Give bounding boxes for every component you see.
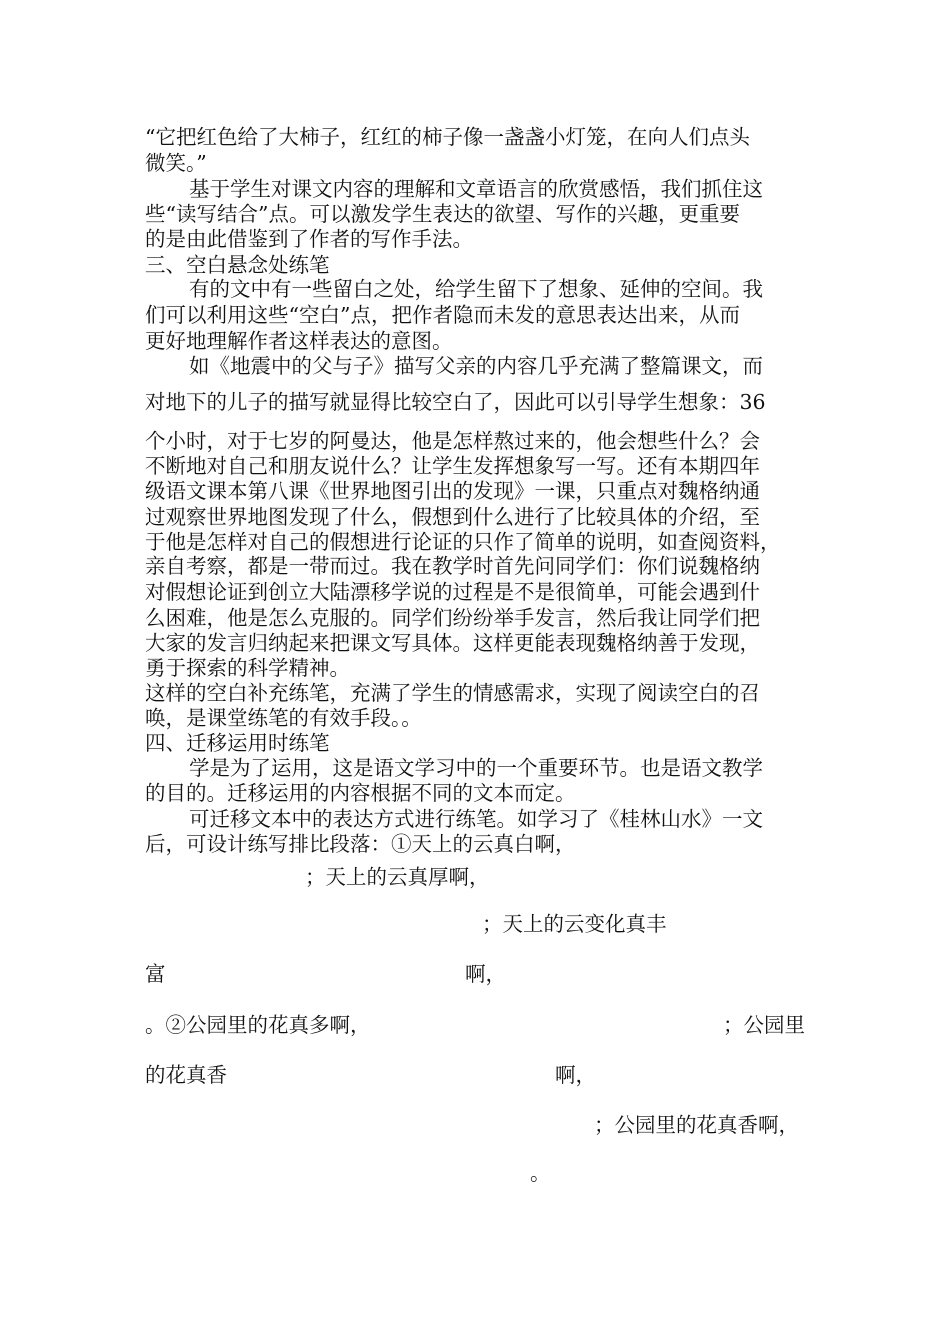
fill-blank-text: 。 (530, 1161, 551, 1185)
fill-blank-text: ；公园里 (723, 1013, 805, 1037)
fill-blank-text: ；公园里的花真香啊， (594, 1113, 799, 1137)
section-heading: 四、迁移运用时练笔 (145, 731, 330, 755)
text-line: 对假想论证到创立大陆漂移学说的过程是不是很简单，可能会遇到什 (145, 580, 760, 604)
text-line: 么困难，他是怎么克服的。同学们纷纷举手发言，然后我让同学们把 (145, 606, 760, 630)
text-line: “它把红色给了大柿子，红红的柿子像一盏盏小灯笼，在向人们点头 (145, 125, 750, 149)
fill-blank-text: 。②公园里的花真多啊， (145, 1013, 371, 1037)
text-line: 更好地理解作者这样表达的意图。 (145, 329, 453, 353)
fill-blank-text: 啊， (465, 962, 506, 986)
fill-blank-text: 啊， (555, 1063, 596, 1087)
fill-blank-text: 富 (145, 962, 166, 986)
text-line: 勇于探索的科学精神。 (145, 656, 350, 680)
text-line: 级语文课本第八课《世界地图引出的发现》一课，只重点对魏格纳通 (145, 479, 760, 503)
fill-blank-text: ；天上的云变化真丰 (482, 912, 667, 936)
text-line: 亲自考察，都是一带而过。我在教学时首先问同学们：你们说魏格纳 (145, 554, 760, 578)
fill-blank-text: ；天上的云真厚啊， (305, 865, 490, 889)
text-line: 有的文中有一些留白之处，给学生留下了想象、延伸的空间。我 (189, 277, 763, 301)
text-line: 大家的发言归纳起来把课文写具体。这样更能表现魏格纳善于发现， (145, 631, 760, 655)
text-line: 的是由此借鉴到了作者的写作手法。 (145, 227, 473, 251)
text-line: 唤，是课堂练笔的有效手段。。 (145, 706, 422, 730)
text-line: 过观察世界地图发现了什么，假想到什么进行了比较具体的介绍，至 (145, 505, 760, 529)
fill-blank-text: 的花真香 (145, 1063, 227, 1087)
text-line: 学是为了运用，这是语文学习中的一个重要环节。也是语文教学 (189, 756, 763, 780)
text-line: 基于学生对课文内容的理解和文章语言的欣赏感悟，我们抓住这 (189, 177, 763, 201)
text-line: 对地下的儿子的描写就显得比较空白了，因此可以引导学生想象：36 (145, 390, 766, 414)
section-heading: 三、空白悬念处练笔 (145, 253, 330, 277)
text-line: 的目的。迁移运用的内容根据不同的文本而定。 (145, 781, 576, 805)
text-line: 些“读写结合”点。可以激发学生表达的欲望、写作的兴趣，更重要 (145, 202, 740, 226)
text-line: 不断地对自己和朋友说什么？让学生发挥想象写一写。还有本期四年 (145, 454, 760, 478)
text-line: 个小时，对于七岁的阿曼达，他是怎样熬过来的，他会想些什么？会 (145, 429, 760, 453)
text-line: 微笑。” (145, 151, 207, 175)
text-line: 这样的空白补充练笔，充满了学生的情感需求，实现了阅读空白的召 (145, 681, 760, 705)
text-line: 可迁移文本中的表达方式进行练笔。如学习了《桂林山水》一文 (189, 807, 763, 831)
text-line: 如《地震中的父与子》描写父亲的内容几乎充满了整篇课文，而 (189, 354, 763, 378)
text-line: 于他是怎样对自己的假想进行论证的只作了简单的说明，如查阅资料， (145, 530, 781, 554)
text-line: 后，可设计练写排比段落：①天上的云真白啊， (145, 832, 576, 856)
text-line: 们可以利用这些“空白”点，把作者隐而未发的意思表达出来，从而 (145, 303, 740, 327)
